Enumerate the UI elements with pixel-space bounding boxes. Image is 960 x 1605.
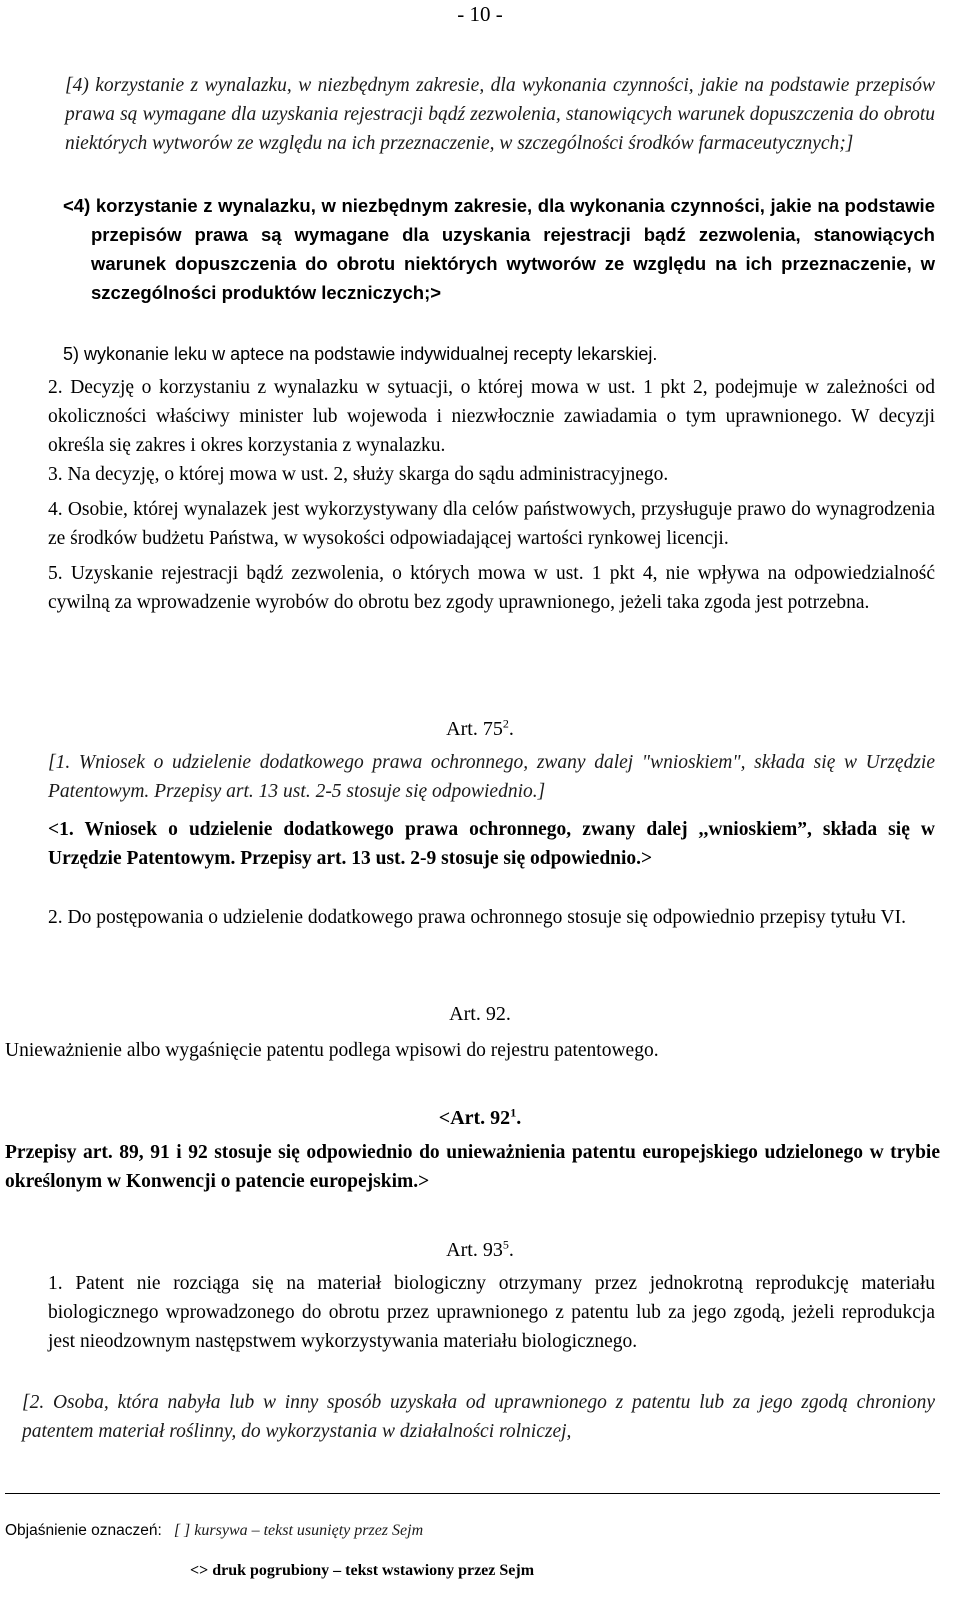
art-92-heading: Art. 92. [449, 1003, 511, 1025]
section-2: 2. Decyzję o korzystaniu z wynalazku w sytuacji, o której mowa w ust. 1 pkt 2, podejmuje w zależności od okoliczności właściwy minister lub wojewoda i niezwłocznie zawiadamia o tym uprawnionego. W decyzji określa się zakres i okres korzystania z wynalazku. [48, 377, 935, 456]
art-92-1-heading: <Art. $92^1$. [438, 1105, 522, 1129]
page-number: - 10 - [457, 2, 503, 26]
section-3: 3. Na decyzję, o której mowa w ust. 2, służy skarga do sądu administracyjnego. [48, 464, 669, 485]
art-93-5-heading: Art. $93^5$. [446, 1237, 514, 1261]
art-75-2-p1-deleted: [1. Wniosek o udzielenie dodatkowego prawa ochronnego, zwany dalej "wnioskiem", składa się w Urzędzie Patentowym. Przepisy art. 13 ust. 2-5 stosuje się odpowiednio.] [48, 752, 935, 802]
item-4-deleted: [4) korzystanie z wynalazku, w niezbędnym zakresie, dla wykonania czynności, jakie na podstawie przepisów prawa są wymagane dla uzyskania rejestracji bądź zezwolenia, stanowiących warunek dopuszczenia do obrotu niektórych wytworów ze względu na ich przeznaczenie, w szczególności środków farmaceutycznych;] [65, 75, 935, 154]
section-4: 4. Osobie, której wynalazek jest wykorzystywany dla celów państwowych, przysługuje prawo do wynagrodzenia ze środków budżetu Państwa, w wysokości odpowiadającej wartości rynkowej licencji. [48, 499, 935, 549]
art-93-5-p2-deleted: [2. Osoba, która nabyła lub w inny sposób uzyskała od uprawnionego z patentu lub za jego zgodą chroniony patentem materiał roślinny, do wykorzystania w działalności rolniczej, [22, 1392, 935, 1442]
legend-inserted: <> druk pogrubiony – tekst wstawiony przez Sejm [190, 1562, 535, 1579]
legend-deleted: [ ] kursywa – tekst usunięty przez Sejm [173, 1522, 424, 1539]
sections-block [48, 373, 935, 617]
legend-line-1 [5, 1520, 423, 1542]
section-5: 5. Uzyskanie rejestracji bądź zezwolenia, o których mowa w ust. 1 pkt 4, nie wpływa na odpowiedzialność cywilną za wprowadzenie wyrobów do obrotu bez zgody uprawnionego, jeżeli taka zgoda jest potrzebna. [48, 563, 935, 613]
item-5: 5) wykonanie leku w aptece na podstawie indywidualnej recepty lekarskiej. [63, 344, 658, 364]
art-92-text: Unieważnienie albo wygaśnięcie patentu podlega wpisowi do rejestru patentowego. [5, 1040, 659, 1061]
legend-label: Objaśnienie oznaczeń: [5, 1522, 162, 1539]
art-75-2-p2: 2. Do postępowania o udzielenie dodatkowego prawa ochronnego stosuje się odpowiednio przepisy tytułu VI. [48, 907, 906, 928]
item-4-inserted: <4) korzystanie z wynalazku, w niezbędnym zakresie, dla wykonania czynności, jakie na podstawie przepisów prawa są wymagane dla uzyskania rejestracji bądź zezwolenia, stanowiących warunek dopuszczenia do obrotu niektórych wytworów ze względu na ich przeznaczenie, w szczególności produktów leczniczych;> [63, 195, 935, 303]
footer-rule [5, 1493, 940, 1494]
art-93-5-p1: 1. Patent nie rozciąga się na materiał biologiczny otrzymany przez jednokrotną reprodukcję materiału biologicznego wprowadzonego do obrotu przez uprawnionego z patentu lub za jego zgodą, jeżeli reprodukcja jest nieodzownym następstwem wykorzystywania materiału biologicznego. [48, 1273, 935, 1352]
art-75-2-p1-inserted: <1. Wniosek o udzielenie dodatkowego prawa ochronnego, zwany dalej ,,wnioskiem”, składa się w Urzędzie Patentowym. Przepisy art. 13 ust. 2-9 stosuje się odpowiednio.> [48, 819, 935, 869]
item-4-inserted-wrap [63, 191, 935, 307]
items-block [65, 71, 935, 158]
art-92-1-text: Przepisy art. 89, 91 i 92 stosuje się odpowiednio do unieważnienia patentu europejskiego udzielonego w trybie określonym w Konwencji o patencie europejskim.> [5, 1142, 940, 1192]
art-75-2-heading: Art. $75^2$. [446, 716, 514, 740]
